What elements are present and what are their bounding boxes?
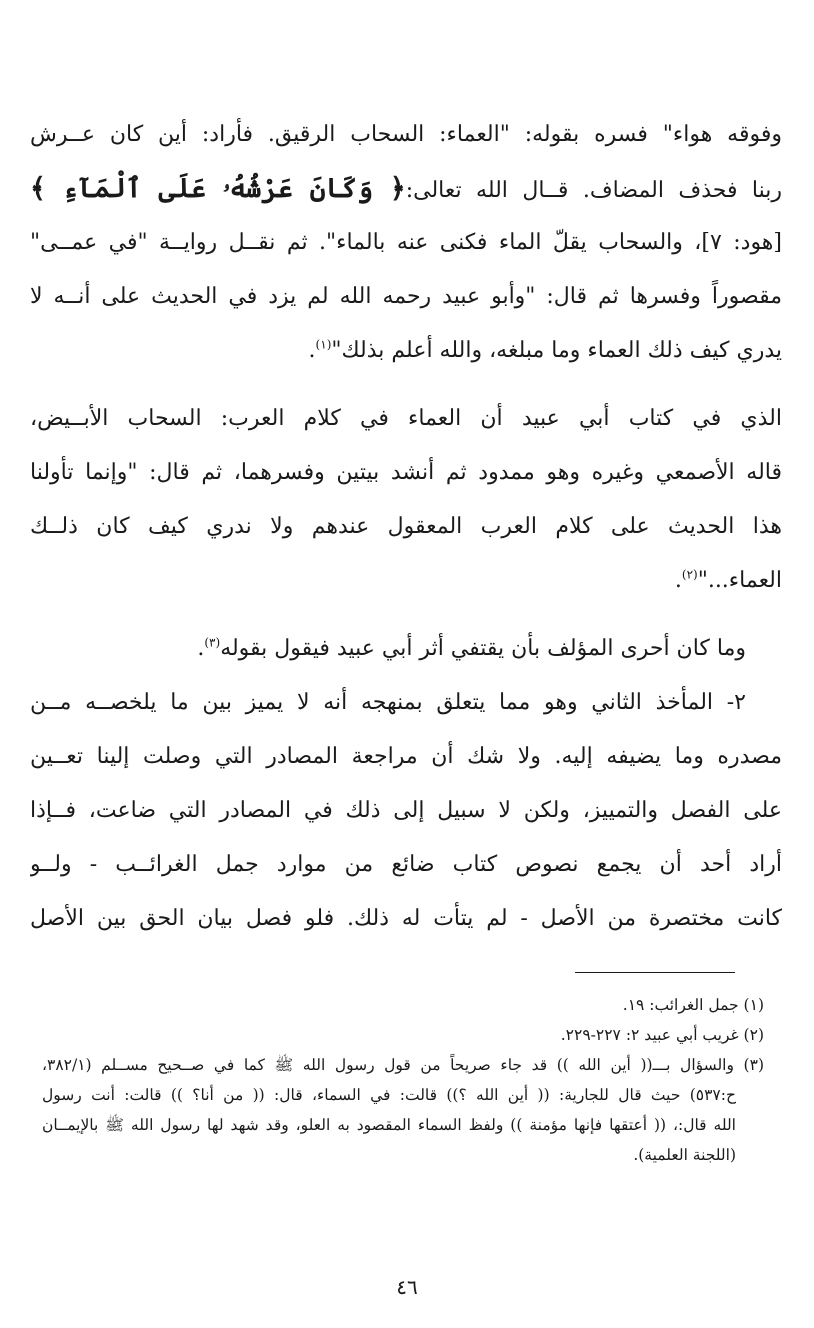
footnote-separator — [575, 972, 735, 973]
text-line: ٢- المأخذ الثاني وهو مما يتعلق بمنهجه أنه لا يميز بين ما يلخصــه مــن — [30, 690, 746, 715]
footnote-ref: (٢) — [681, 567, 698, 582]
text-line — [30, 324, 782, 378]
text-segment: . — [308, 338, 316, 363]
text-line: مقصوراً وفسرها ثم قال: "وأبو عبيد رحمه الله لم يزد في الحديث على أنــه لا — [30, 284, 782, 309]
footnote-3-line: (٣) والسؤال بـــ(( أين الله )) قد جاء صريحاً من قول رسول الله ﷺ كما في صــحيح مســلم (٣٨٢/١، — [42, 1056, 764, 1074]
quran-verse: ﴿ وَكَانَ عَرْشُهُۥ عَلَى ٱلْمَآءِ ﴾ — [30, 173, 406, 204]
text-line — [30, 554, 782, 608]
text-line: [هود: ٧]، والسحاب يقلّ الماء فكنى عنه بالماء". ثم نقــل روايــة "في عمــى" — [30, 230, 782, 255]
text-segment: . — [197, 636, 205, 661]
main-text — [30, 108, 782, 946]
footnote-1: (١) جمل الغرائب: ١٩. — [622, 996, 764, 1014]
footnote-3-line: (اللجنة العلمية). — [633, 1146, 736, 1164]
footnote-3-line: ح:٥٣٧) حيث قال للجارية: (( أين الله ؟)) قالت: في السماء، قال: (( من أنا؟ )) قالت: أنت رسول — [42, 1086, 736, 1104]
text-line: أراد أحد أن يجمع نصوص كتاب ضائع من موارد جمل الغرائــب - ولــو — [30, 852, 782, 877]
footnote-2: (٢) غريب أبي عبيد ٢: ٢٢٧-٢٢٩. — [560, 1026, 764, 1044]
footnote-3-line: الله قال:، (( أعتقها فإنها مؤمنة )) ولفظ السماء المقصود به العلو، وقد شهد لها رسول الله ﷺ بالإيمــان — [42, 1116, 736, 1134]
text-line: على الفصل والتمييز، ولكن لا سبيل إلى ذلك في المصادر التي ضاعت، فــإذا — [30, 798, 782, 823]
text-segment: يدري كيف ذلك العماء وما مبلغه، والله أعلم بذلك" — [331, 338, 782, 363]
text-line: قاله الأصمعي وغيره وهو ممدود ثم أنشد بيتين وفسرهما، ثم قال: "وإنما تأولنا — [30, 460, 782, 485]
text-line: مصدره وما يضيفه إليه. ولا شك أن مراجعة المصادر التي وصلت إلينا تعــين — [30, 744, 782, 769]
text-segment: . — [674, 568, 682, 593]
footnote-ref: (٣) — [204, 635, 221, 650]
text-line-with-quran — [30, 162, 782, 216]
text-line: وفوقه هواء" فسره بقوله: "العماء: السحاب الرقيق. فأراد: أين كان عــرش — [30, 122, 782, 147]
page-number: ٤٦ — [396, 1275, 418, 1299]
text-line: كانت مختصرة من الأصل - لم يتأت له ذلك. فلو فصل بيان الحق بين الأصل — [30, 906, 782, 931]
text-line: الذي في كتاب أبي عبيد أن العماء في كلام العرب: السحاب الأبــيض، — [30, 406, 782, 431]
text-segment: العماء..." — [697, 568, 782, 593]
footnotes — [42, 990, 764, 1170]
text-line: هذا الحديث على كلام العرب المعقول عندهم ولا ندري كيف كان ذلــك — [30, 514, 782, 539]
text-segment: ربنا فحذف المضاف. قــال الله تعالى: — [405, 178, 782, 203]
text-segment: وما كان أحرى المؤلف بأن يقتفي أثر أبي عبيد فيقول بقوله — [220, 636, 746, 661]
footnote-ref: (١) — [315, 337, 332, 352]
text-line — [30, 622, 782, 676]
